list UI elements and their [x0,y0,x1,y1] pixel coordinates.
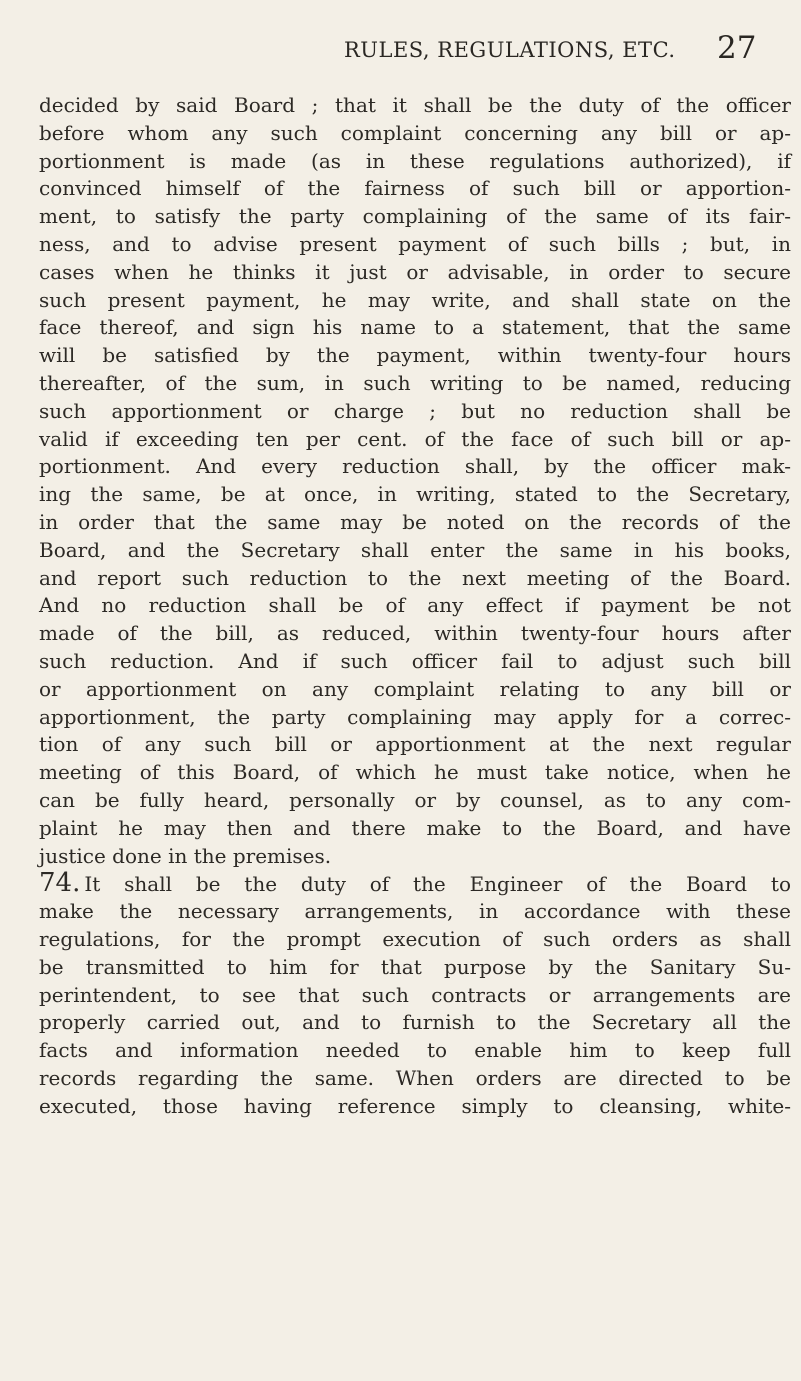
text-line: in order that the same may be noted on the records of the [39,509,791,534]
text-line: plaint he may then and there make to the Board, and have [39,815,791,840]
text-line: can be fully heard, personally or by counsel, as to any com- [39,787,791,812]
text-line: It shall be the duty of the Engineer of the Board to [84,872,791,897]
text-line: Board, and the Secretary shall enter the same in his books, [39,537,791,562]
text-line: convinced himself of the fairness of such bill or apportion- [39,176,791,201]
text-line: made of the bill, as reduced, within twenty-four hours after [39,621,791,646]
text-line: or apportionment on any complaint relating to any bill or [39,676,791,701]
text-line: And no reduction shall be of any effect if payment be not [39,593,791,618]
running-head [0,22,801,74]
body-text [39,92,791,1120]
text-line: executed, those having reference simply to cleansing, white- [39,1093,791,1118]
text-line: meeting of this Board, of which he must take notice, when he [39,760,791,785]
text-line: decided by said Board ; that it shall be the duty of the officer [39,93,791,117]
text-line: such present payment, he may write, and shall state on the [39,287,791,312]
text-line: justice done in the premises. [39,843,332,868]
text-line: properly carried out, and to furnish to the Secretary all the [39,1010,791,1035]
text-line: will be satisfied by the payment, within twenty-four hours [39,343,791,368]
text-line: such reduction. And if such officer fail to adjust such bill [39,648,791,673]
section-74-first-line [39,870,791,898]
text-line: and report such reduction to the next meeting of the Board. [39,565,791,590]
text-line: ing the same, be at once, in writing, stated to the Secretary, [39,482,791,507]
text-line: face thereof, and sign his name to a statement, that the same [39,315,791,340]
text-line: ment, to satisfy the party complaining of the same of its fair- [39,204,791,229]
text-line: tion of any such bill or apportionment at the next regular [39,732,791,757]
section-number: 74. [39,868,81,899]
text-line: records regarding the same. When orders are directed to be [39,1065,791,1090]
text-line: portionment is made (as in these regulations authorized), if [39,148,791,173]
text-line: before whom any such complaint concerning any bill or ap- [39,120,791,145]
text-line: valid if exceeding ten per cent. of the face of such bill or ap- [39,426,791,451]
text-line: apportionment, the party complaining may apply for a correc- [39,704,791,729]
text-line: regulations, for the prompt execution of such orders as shall [39,926,791,951]
running-title: RULES, REGULATIONS, ETC. [344,38,676,62]
text-line: portionment. And every reduction shall, by the officer mak- [39,454,791,479]
text-line: cases when he thinks it just or advisable, in order to secure [39,259,791,284]
text-line: such apportionment or charge ; but no reduction shall be [39,398,791,423]
text-line: ness, and to advise present payment of such bills ; but, in [39,231,791,256]
text-line: thereafter, of the sum, in such writing to be named, reducing [39,370,791,395]
text-line: perintendent, to see that such contracts or arrangements are [39,982,791,1007]
text-line: make the necessary arrangements, in accordance with these [39,899,791,924]
text-line: be transmitted to him for that purpose by the Sanitary Su- [39,954,791,979]
text-line: facts and information needed to enable him to keep full [39,1038,791,1063]
page-number: 27 [717,30,757,66]
